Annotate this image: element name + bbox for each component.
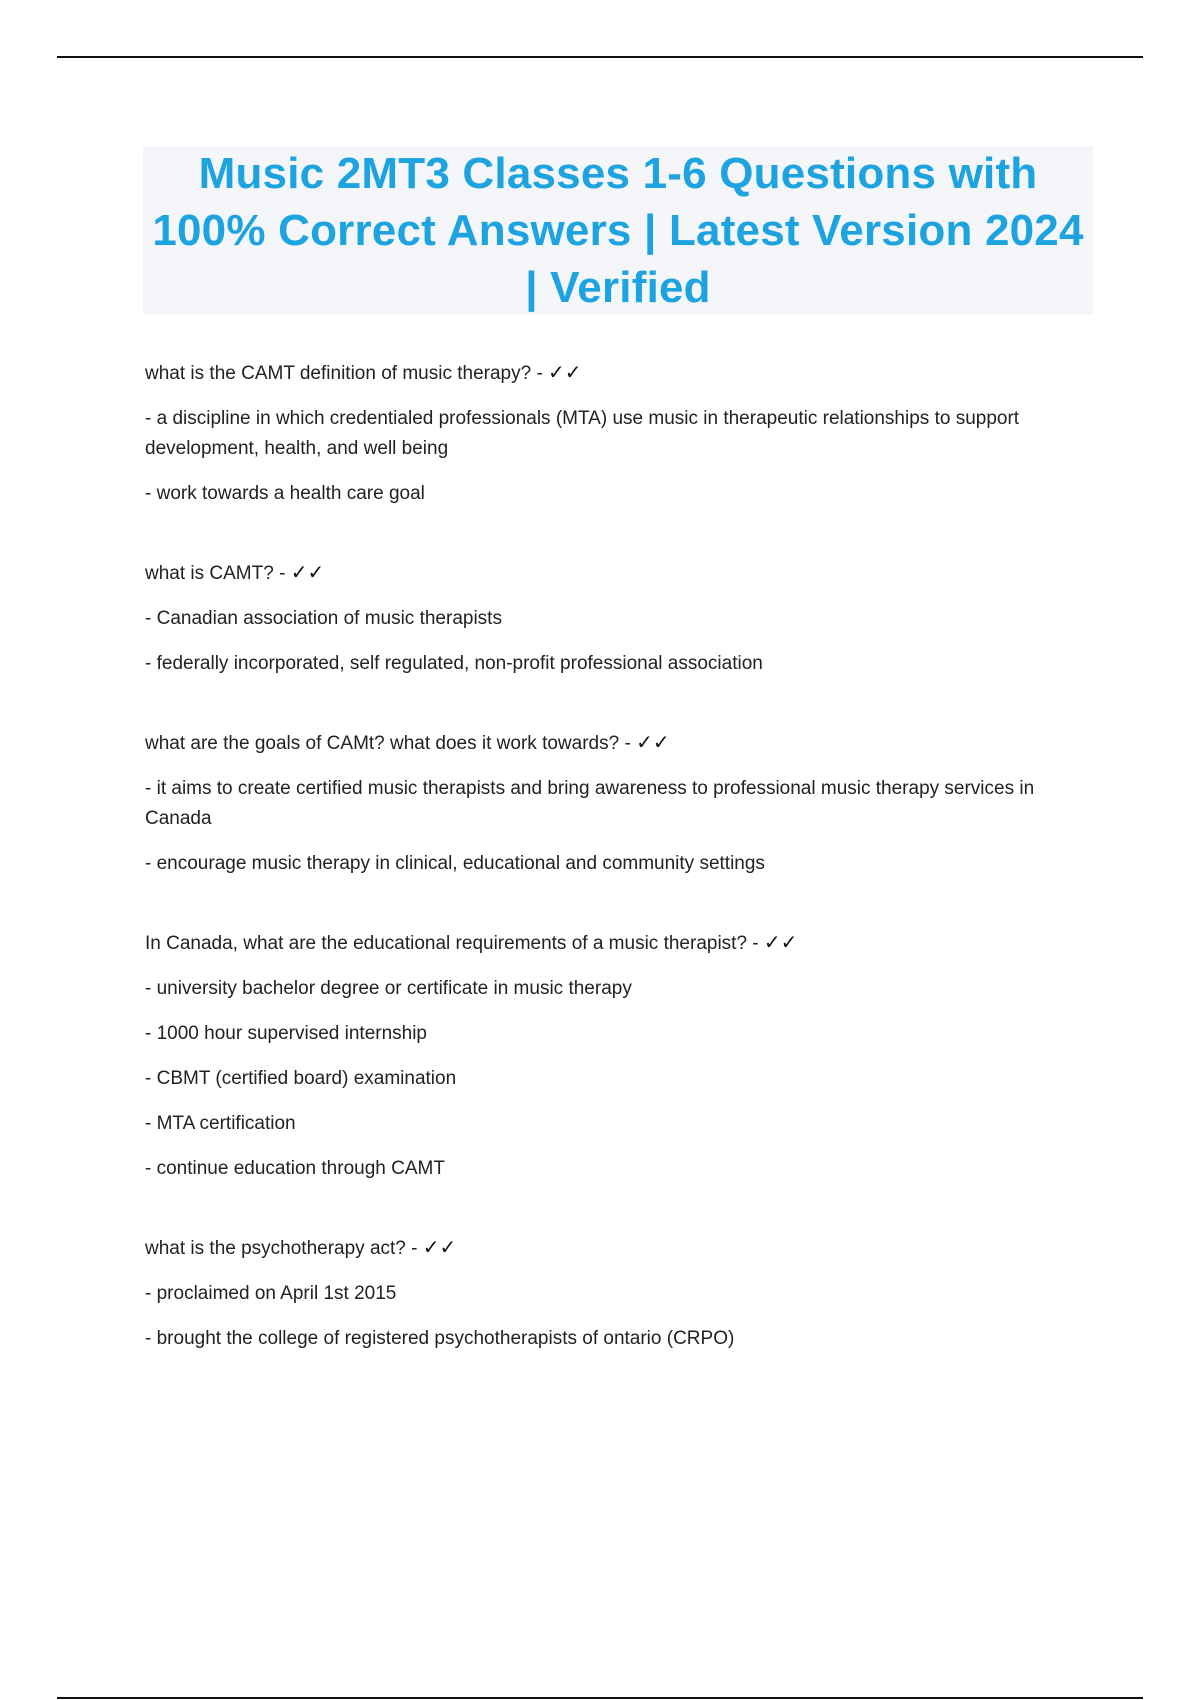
qa-item <box>145 358 1090 509</box>
answer-line: - encourage music therapy in clinical, educational and community settings <box>145 853 765 874</box>
answer-line: - continue education through CAMT <box>145 1158 445 1179</box>
answer-line: - proclaimed on April 1st 2015 <box>145 1283 397 1304</box>
question-text: what is the CAMT definition of music therapy? - ✓✓ <box>145 360 582 384</box>
question-text: what is the psychotherapy act? - ✓✓ <box>145 1235 457 1259</box>
double-check-icon: ✓✓ <box>763 930 798 954</box>
double-check-icon: ✓✓ <box>422 1235 457 1259</box>
answer-line: - university bachelor degree or certificate in music therapy <box>145 978 632 999</box>
qa-item <box>145 928 1090 1184</box>
qa-item <box>145 728 1090 879</box>
document-title: Music 2MT3 Classes 1-6 Questions with 100% Correct Answers | Latest Version 2024 | Verified <box>152 148 1084 312</box>
answer-line: - a discipline in which credentialed professionals (MTA) use music in therapeutic relationships to support development, health, and well being <box>145 408 1020 459</box>
answer-line: - MTA certification <box>145 1113 296 1134</box>
double-check-icon: ✓✓ <box>548 360 582 384</box>
bottom-rule <box>57 1697 1143 1699</box>
answer-line: - CBMT (certified board) examination <box>145 1068 457 1089</box>
qa-content <box>145 358 1090 1403</box>
answer-line: - 1000 hour supervised internship <box>145 1023 428 1044</box>
question-text: In Canada, what are the educational requirements of a music therapist? - ✓✓ <box>145 930 798 954</box>
answer-line: - it aims to create certified music therapists and bring awareness to professional music therapy services in Canada <box>145 778 1035 829</box>
qa-item <box>145 1233 1090 1354</box>
top-rule <box>57 56 1143 58</box>
answer-line: - brought the college of registered psychotherapists of ontario (CRPO) <box>145 1328 735 1349</box>
answer-line: - work towards a health care goal <box>145 483 425 504</box>
answer-line: - federally incorporated, self regulated, non-profit professional association <box>145 653 763 674</box>
double-check-icon: ✓✓ <box>636 730 670 754</box>
answer-line: - Canadian association of music therapists <box>145 608 502 629</box>
question-text: what are the goals of CAMt? what does it work towards? - ✓✓ <box>145 730 670 754</box>
question-text: what is CAMT? - ✓✓ <box>145 560 325 584</box>
qa-item <box>145 558 1090 679</box>
double-check-icon: ✓✓ <box>290 560 325 584</box>
title-banner <box>143 146 1093 314</box>
